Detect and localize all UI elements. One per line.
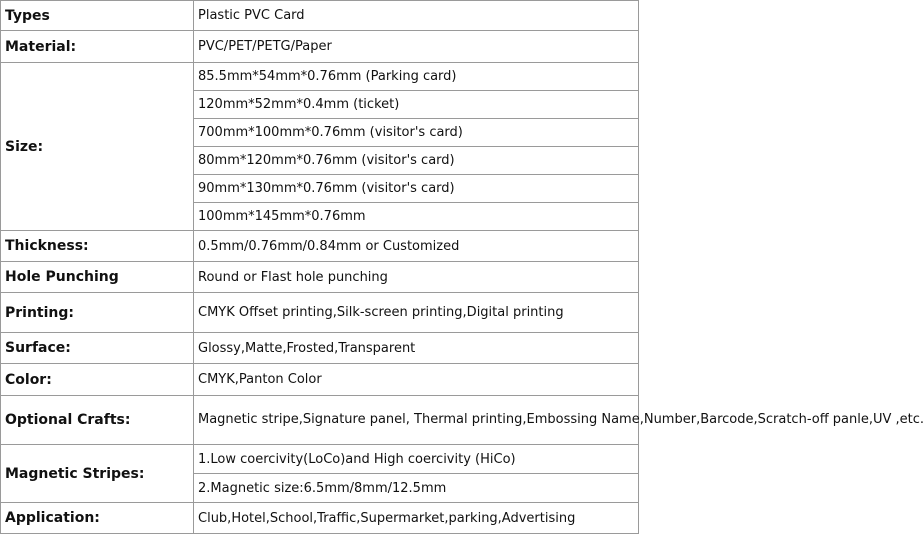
- label-hole-punching: Hole Punching: [1, 262, 193, 292]
- label-thickness: Thickness:: [1, 231, 193, 261]
- label-types: Types: [1, 1, 193, 30]
- value-types: Plastic PVC Card: [194, 1, 638, 30]
- value-hole-punching: Round or Flast hole punching: [194, 262, 638, 292]
- label-magnetic-stripes: Magnetic Stripes:: [1, 445, 193, 502]
- value-color: CMYK,Panton Color: [194, 364, 638, 395]
- value-size-1: 85.5mm*54mm*0.76mm (Parking card): [194, 63, 638, 90]
- value-size-6: 100mm*145mm*0.76mm: [194, 203, 638, 230]
- table-row: [1, 1, 638, 30]
- table-row: [1, 231, 638, 261]
- value-size-2: 120mm*52mm*0.4mm (ticket): [194, 91, 638, 118]
- value-size-5: 90mm*130mm*0.76mm (visitor's card): [194, 175, 638, 202]
- table-row: [1, 396, 638, 444]
- label-surface: Surface:: [1, 333, 193, 363]
- table-row: [1, 63, 638, 90]
- label-color: Color:: [1, 364, 193, 395]
- label-material: Material:: [1, 31, 193, 62]
- value-printing: CMYK Offset printing,Silk-screen printing,Digital printing: [194, 293, 638, 332]
- table-row: [1, 262, 638, 292]
- table-row: [1, 293, 638, 332]
- value-application: Club,Hotel,School,Traffic,Supermarket,parking,Advertising: [194, 503, 638, 533]
- value-thickness: 0.5mm/0.76mm/0.84mm or Customized: [194, 231, 638, 261]
- value-magnetic-stripes-1: 1.Low coercivity(LoCo)and High coercivity (HiCo): [194, 445, 638, 473]
- label-printing: Printing:: [1, 293, 193, 332]
- value-size-3: 700mm*100mm*0.76mm (visitor's card): [194, 119, 638, 146]
- table-row: [1, 31, 638, 62]
- table-row: [1, 333, 638, 363]
- value-surface: Glossy,Matte,Frosted,Transparent: [194, 333, 638, 363]
- table-row: [1, 445, 638, 473]
- label-optional-crafts: Optional Crafts:: [1, 396, 193, 444]
- table-row: [1, 503, 638, 533]
- value-material: PVC/PET/PETG/Paper: [194, 31, 638, 62]
- label-size: Size:: [1, 63, 193, 230]
- table-row: [1, 364, 638, 395]
- value-magnetic-stripes-2: 2.Magnetic size:6.5mm/8mm/12.5mm: [194, 474, 638, 502]
- label-application: Application:: [1, 503, 193, 533]
- value-size-4: 80mm*120mm*0.76mm (visitor's card): [194, 147, 638, 174]
- value-optional-crafts: Magnetic stripe,Signature panel, Thermal printing,Embossing Name,Number,Barcode,Scratch-off panle,UV ,etc.: [194, 396, 638, 444]
